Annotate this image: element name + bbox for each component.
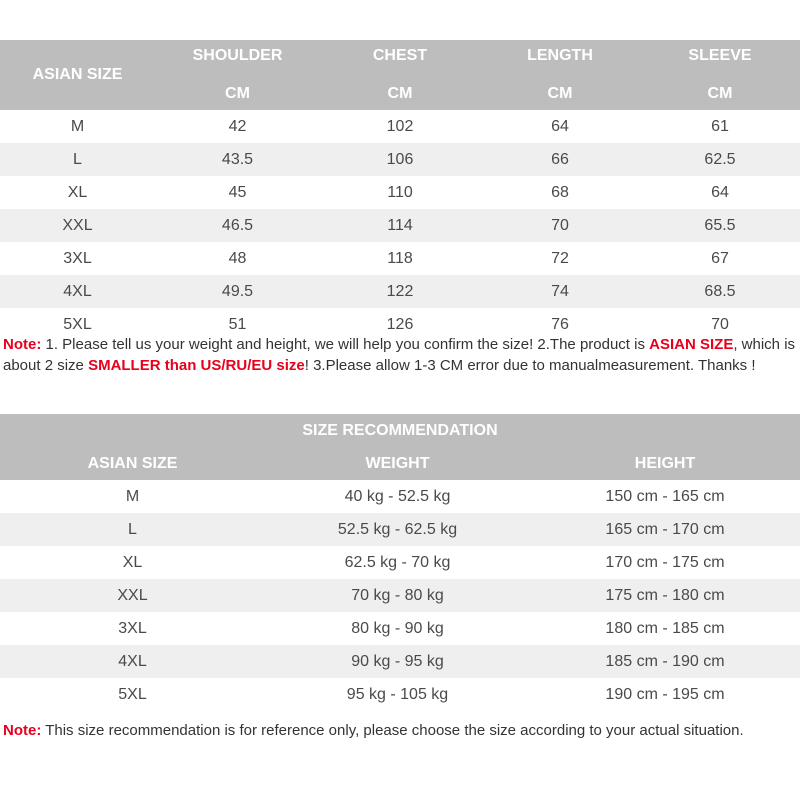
note-text: ! 3.Please allow 1-3 CM error due to manualmeasurement. Thanks ! <box>304 357 756 374</box>
cell-shoulder: 51 <box>228 315 247 333</box>
cell-size: 4XL <box>118 652 147 670</box>
cell-size: XXL <box>117 586 148 604</box>
cell-length: 76 <box>551 315 569 333</box>
table-row <box>0 176 800 209</box>
table-row <box>0 242 800 275</box>
header-asian-size: ASIAN SIZE <box>32 66 123 83</box>
header-unit: CM <box>387 85 413 102</box>
header-unit: CM <box>547 85 573 102</box>
size-note <box>3 334 798 376</box>
header-weight: WEIGHT <box>365 454 430 472</box>
cell-size: L <box>128 520 137 538</box>
cell-length: 64 <box>551 117 569 135</box>
cell-size: 5XL <box>63 315 92 333</box>
header-asian-size: ASIAN SIZE <box>87 454 178 472</box>
cell-height: 185 cm - 190 cm <box>605 652 725 670</box>
note-label: Note: <box>3 722 42 739</box>
cell-weight: 70 kg - 80 kg <box>351 586 444 604</box>
note-highlight: ASIAN SIZE <box>649 336 734 353</box>
cell-size: 5XL <box>118 685 147 703</box>
cell-shoulder: 42 <box>228 117 247 135</box>
table-row <box>0 612 800 645</box>
header-label: LENGTH <box>527 47 593 64</box>
cell-size: XXL <box>62 216 93 234</box>
table-row <box>0 209 800 242</box>
cell-sleeve: 64 <box>711 183 729 201</box>
cell-size: M <box>125 487 140 505</box>
cell-sleeve: 61 <box>711 117 729 135</box>
cell-shoulder: 43.5 <box>221 150 254 168</box>
cell-length: 74 <box>551 282 569 300</box>
cell-size: M <box>70 117 85 135</box>
size-chart-table <box>0 40 800 341</box>
cell-sleeve: 67 <box>711 249 729 267</box>
cell-shoulder: 48 <box>228 249 247 267</box>
note-text: , which is about 2 size <box>3 336 796 374</box>
cell-size: 3XL <box>118 619 147 637</box>
note-highlight: SMALLER than US/RU/EU size <box>88 357 305 374</box>
header-length <box>480 47 640 103</box>
table-row <box>0 579 800 612</box>
cell-chest: 126 <box>386 315 414 333</box>
cell-length: 72 <box>551 249 569 267</box>
cell-length: 70 <box>551 216 569 234</box>
size-chart-header <box>0 40 800 110</box>
table-row <box>0 546 800 579</box>
cell-chest: 114 <box>387 216 413 234</box>
cell-chest: 118 <box>387 249 413 267</box>
cell-chest: 106 <box>386 150 414 168</box>
cell-shoulder: 49.5 <box>221 282 254 300</box>
header-unit: CM <box>225 85 250 102</box>
cell-height: 150 cm - 165 cm <box>605 487 725 505</box>
header-height: HEIGHT <box>634 454 696 472</box>
note-text: 1. Please tell us your weight and height, we will help you confirm the size! 2.The product is <box>41 336 650 353</box>
cell-weight: 95 kg - 105 kg <box>346 685 449 703</box>
cell-sleeve: 68.5 <box>704 282 736 300</box>
cell-weight: 80 kg - 90 kg <box>351 619 444 637</box>
header-sleeve <box>640 47 800 103</box>
recommendation-body <box>0 480 800 711</box>
cell-weight: 40 kg - 52.5 kg <box>344 487 451 505</box>
cell-length: 68 <box>551 183 569 201</box>
header-chest <box>320 47 480 103</box>
cell-height: 180 cm - 185 cm <box>605 619 725 637</box>
table-row <box>0 513 800 546</box>
cell-height: 190 cm - 195 cm <box>605 685 725 703</box>
cell-weight: 90 kg - 95 kg <box>351 652 444 670</box>
cell-sleeve: 65.5 <box>704 216 736 234</box>
recommendation-title: SIZE RECOMMENDATION <box>302 422 498 439</box>
table-row <box>0 480 800 513</box>
header-shoulder <box>155 47 320 103</box>
cell-length: 66 <box>551 150 569 168</box>
table-row <box>0 678 800 711</box>
note-label: Note: <box>3 336 42 353</box>
cell-size: 3XL <box>63 249 92 267</box>
cell-height: 175 cm - 180 cm <box>605 586 725 604</box>
cell-shoulder: 45 <box>228 183 247 201</box>
header-label: SHOULDER <box>192 47 283 64</box>
cell-sleeve: 70 <box>711 315 729 333</box>
cell-size: XL <box>122 553 143 571</box>
cell-sleeve: 62.5 <box>704 150 736 168</box>
cell-chest: 110 <box>387 183 413 201</box>
header-unit: CM <box>707 85 733 102</box>
cell-shoulder: 46.5 <box>221 216 254 234</box>
cell-chest: 122 <box>386 282 414 300</box>
cell-weight: 62.5 kg - 70 kg <box>344 553 451 571</box>
cell-size: 4XL <box>63 282 92 300</box>
cell-height: 165 cm - 170 cm <box>605 520 725 538</box>
table-row <box>0 275 800 308</box>
size-chart-body <box>0 110 800 341</box>
cell-weight: 52.5 kg - 62.5 kg <box>337 520 458 538</box>
size-recommendation-table <box>0 414 800 711</box>
header-label: SLEEVE <box>688 47 752 64</box>
cell-chest: 102 <box>386 117 414 135</box>
table-row <box>0 645 800 678</box>
note-text: This size recommendation is for reference only, please choose the size according to your actual situation. <box>41 722 744 739</box>
table-row <box>0 110 800 143</box>
cell-height: 170 cm - 175 cm <box>605 553 725 571</box>
cell-size: L <box>73 150 82 168</box>
table-row <box>0 143 800 176</box>
recommendation-note <box>3 720 798 741</box>
header-label: CHEST <box>372 47 428 64</box>
recommendation-header <box>0 414 800 480</box>
cell-size: XL <box>67 183 88 201</box>
